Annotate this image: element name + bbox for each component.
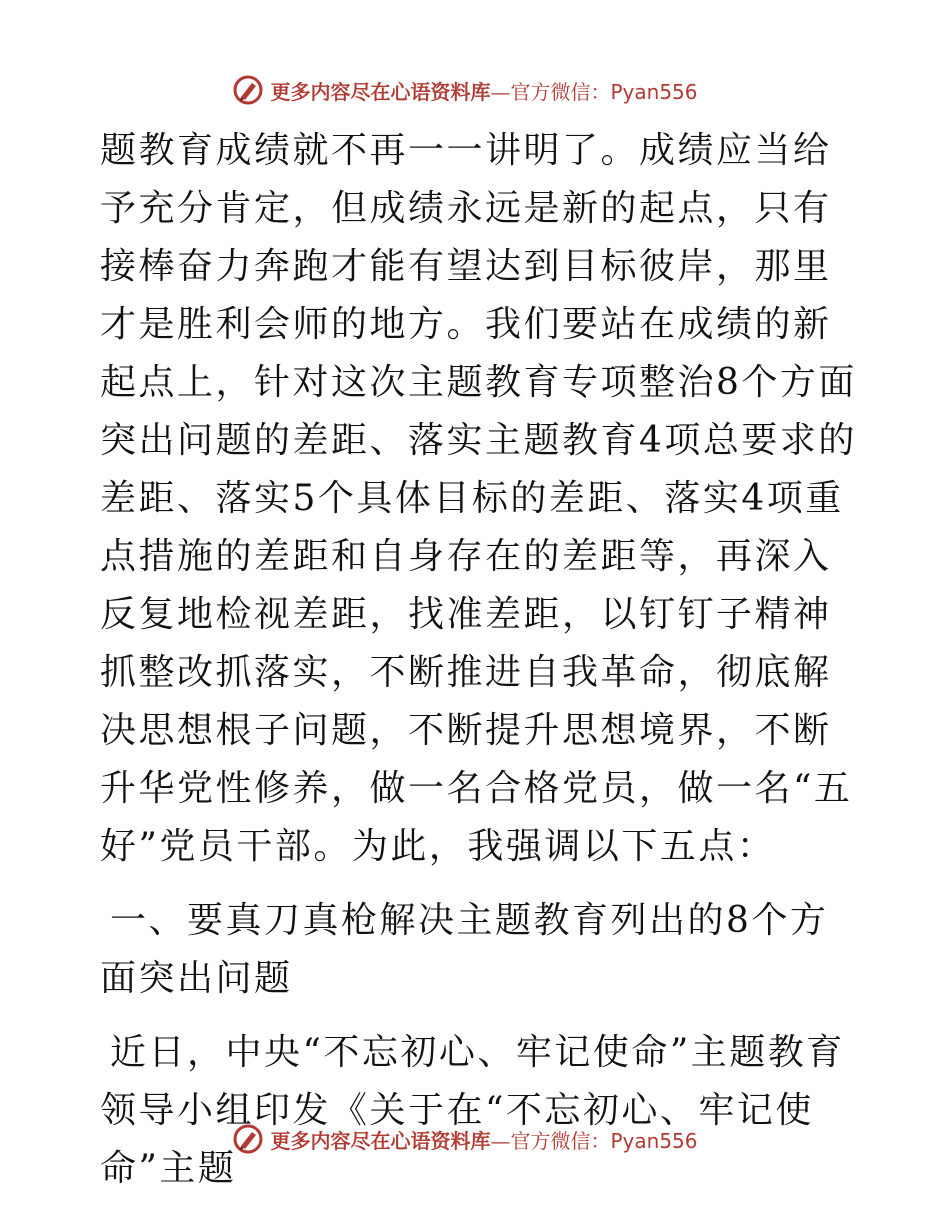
footer-watermark-wechat-id: Pyan556 bbox=[610, 1128, 698, 1153]
footer-watermark-wechat-label: 官方微信： bbox=[510, 1128, 611, 1153]
pen-circle-logo-icon bbox=[232, 1123, 264, 1155]
footer-watermark-sep: — bbox=[490, 1128, 511, 1153]
footer-watermark-inner bbox=[232, 1123, 697, 1155]
header-watermark-inner bbox=[232, 74, 697, 106]
header-watermark-wechat-id: Pyan556 bbox=[610, 79, 698, 104]
header-watermark-wechat-label: 官方微信： bbox=[510, 79, 611, 104]
header-watermark-sep: — bbox=[490, 79, 511, 104]
footer-watermark-main: 更多内容尽在心语资料库 bbox=[270, 1128, 491, 1153]
footer-watermark-banner bbox=[0, 1119, 950, 1159]
footer-watermark-text bbox=[270, 1125, 697, 1154]
body-paragraph-1: 题教育成绩就不再一一讲明了。成绩应当给予充分肯定，但成绩永远是新的起点，只有接棒奋力奔跑才能有望达到目标彼岸，那里才是胜利会师的地方。我们要站在成绩的新起点上，针对这次主题教育专项整治8个方面突出问题的差距、落实主题教育4项总要求的差距、落实5个具体目标的差距、落实4项重点措施的差距和自身存在的差距等，再深入反复地检视差距，找准差距，以钉钉子精神抓整改抓落实，不断推进自我革命，彻底解决思想根子问题，不断提升思想境界，不断升华党性修养，做一名合格党员，做一名“五好”党员干部。为此，我强调以下五点： bbox=[100, 130, 857, 867]
header-watermark-text bbox=[270, 76, 697, 105]
section-heading-1: 一、要真刀真枪解决主题教育列出的8个方面突出问题 bbox=[100, 900, 829, 999]
document-body bbox=[100, 122, 860, 1198]
pen-circle-logo-icon bbox=[232, 74, 264, 106]
header-watermark-main: 更多内容尽在心语资料库 bbox=[270, 79, 491, 104]
body-paragraph-2: 近日，中央“不忘初心、牢记使命”主题教育领导小组印发《关于在“不忘初心、牢记使命”主题 bbox=[100, 1032, 845, 1189]
header-watermark-banner bbox=[0, 70, 950, 110]
